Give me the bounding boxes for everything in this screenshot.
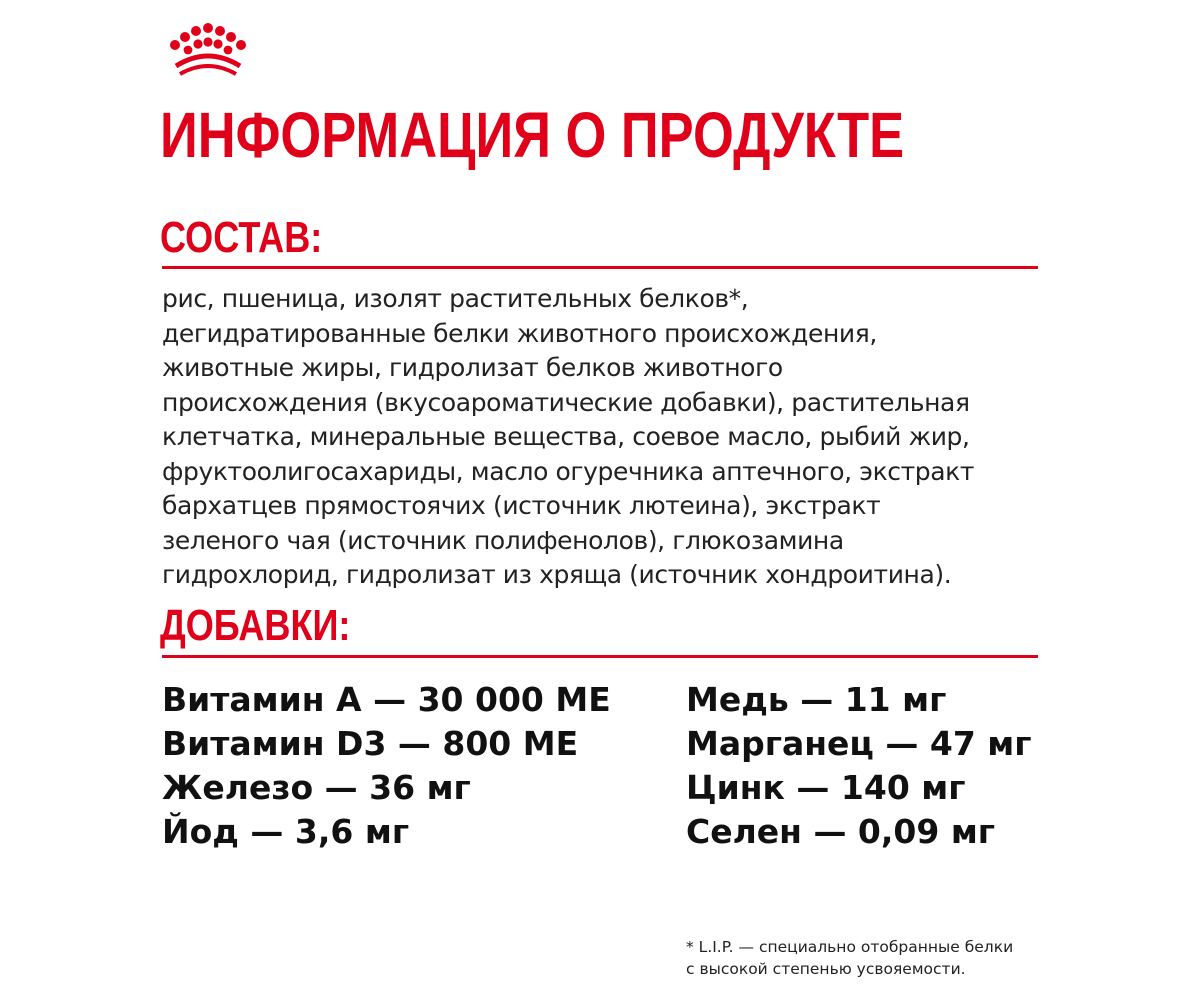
additive-item: Витамин А — 30 000 МЕ: [162, 680, 611, 719]
composition-divider: [162, 266, 1038, 269]
footnote: [686, 936, 1013, 980]
footnote-line: с высокой степенью усвояемости.: [686, 960, 966, 978]
composition-line: дегидратированные белки животного происхождения,: [162, 318, 877, 348]
composition-heading: СОСТАВ:: [160, 213, 323, 262]
page-title: ИНФОРМАЦИЯ О ПРОДУКТЕ: [160, 99, 905, 171]
additive-item: Селен — 0,09 мг: [686, 812, 996, 851]
additive-item: Йод — 3,6 мг: [162, 812, 410, 851]
additive-item: Цинк — 140 мг: [686, 768, 966, 807]
additive-item: Витамин D3 — 800 МЕ: [162, 724, 579, 763]
composition-line: фруктоолигосахариды, масло огуречника аптечного, экстракт: [162, 456, 975, 486]
composition-text: [162, 282, 1052, 593]
additives-list-left: [162, 678, 611, 854]
additives-list-right: [686, 678, 1032, 854]
composition-line: бархатцев прямостоячих (источник лютеина), экстракт: [162, 491, 881, 520]
composition-line: рис, пшеница, изолят растительных белков*,: [162, 284, 749, 313]
footnote-line: * L.I.P. — специально отобранные белки: [686, 938, 1014, 956]
additive-item: Медь — 11 мг: [686, 680, 947, 719]
additive-item: Железо — 36 мг: [162, 768, 471, 807]
composition-line: происхождения (вкусоароматические добавки), растительная: [162, 387, 970, 417]
composition-line: животные жиры, гидролизат белков животного: [162, 353, 783, 382]
composition-line: гидрохлорид, гидролизат из хряща (источник хондроитина).: [162, 560, 952, 589]
crown-icon: [162, 22, 254, 78]
composition-line: клетчатка, минеральные вещества, соевое масло, рыбий жир,: [162, 422, 970, 451]
composition-line: зеленого чая (источник полифенолов), глюкозамина: [162, 525, 844, 555]
additives-divider: [162, 655, 1038, 658]
additives-heading: ДОБАВКИ:: [160, 601, 351, 650]
additive-item: Марганец — 47 мг: [686, 724, 1032, 763]
